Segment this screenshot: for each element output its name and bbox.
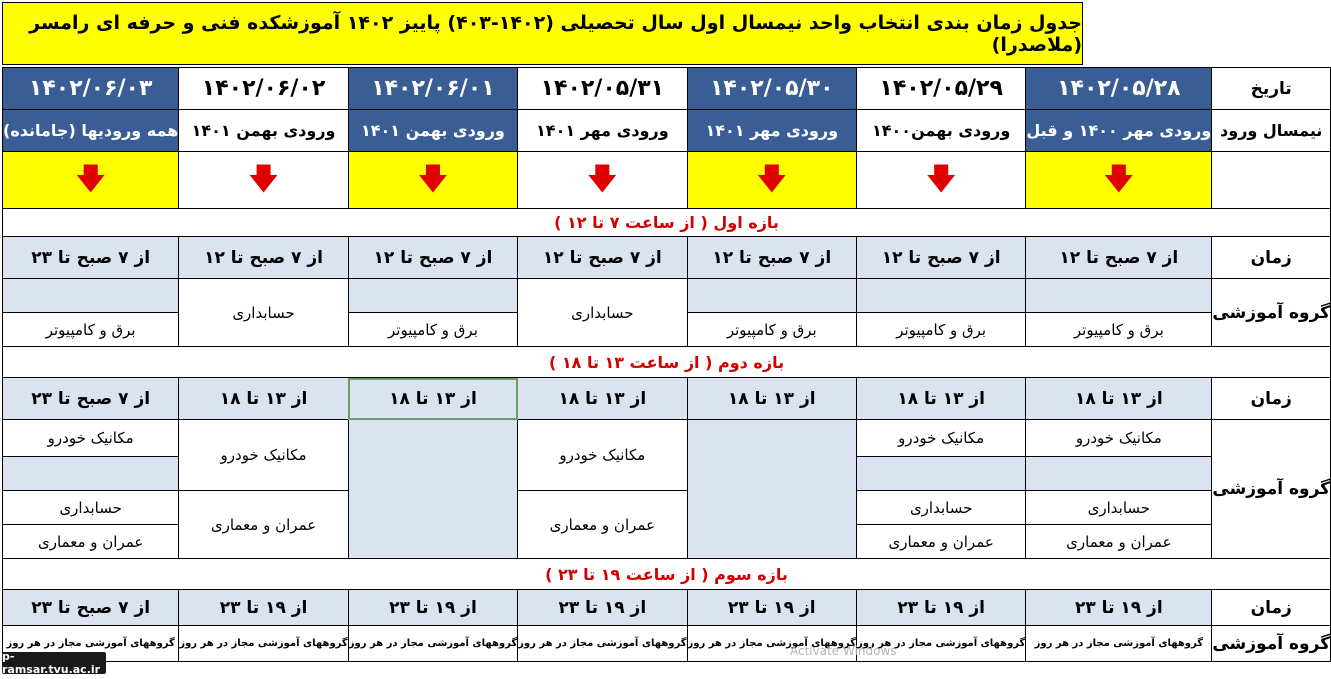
down-arrow-icon: 🡇	[1103, 162, 1135, 197]
date-cell: ۱۴۰۲/۰۵/۳۰	[687, 68, 856, 110]
group-cell: برق و کامپیوتر	[3, 313, 179, 347]
down-arrow-icon: 🡇	[586, 162, 618, 197]
group-cell: عمران و معماری	[1026, 525, 1212, 559]
entry-cell: ورودی بهمن ۱۴۰۱	[179, 110, 348, 152]
group-label: گروه آموزشی	[1212, 626, 1331, 662]
time-cell: از ۱۹ تا ۲۳	[856, 590, 1025, 626]
time-cell: از ۷ صبح تا ۲۳	[3, 590, 179, 626]
time-cell: از ۷ صبح تا ۱۲	[518, 237, 687, 279]
band-row	[3, 347, 1331, 378]
time-row	[3, 590, 1331, 626]
time-label: زمان	[1212, 378, 1331, 420]
date-cell: ۱۴۰۲/۰۵/۳۱	[518, 68, 687, 110]
time-label: زمان	[1212, 590, 1331, 626]
entry-cell: ورودی بهمن ۱۴۰۱	[348, 110, 517, 152]
time-cell: از ۱۹ تا ۲۳	[179, 590, 348, 626]
group-cell: برق و کامپیوتر	[1026, 313, 1212, 347]
group-cell: حسابداری	[3, 491, 179, 525]
group-cell: مکانیک خودرو	[3, 420, 179, 457]
time-cell: از ۷ صبح تا ۱۲	[179, 237, 348, 279]
entry-cell: ورودی مهر ۱۴۰۱	[518, 110, 687, 152]
empty-cell	[1212, 152, 1331, 209]
arrow-cell	[179, 152, 348, 209]
schedule-table	[2, 67, 1331, 662]
group-cell: مکانیک خودرو	[179, 420, 348, 491]
group-row	[3, 279, 1331, 313]
group-cell: برق و کامپیوتر	[348, 313, 517, 347]
down-arrow-icon: 🡇	[248, 162, 279, 197]
empty-cell	[348, 279, 517, 313]
arrow-cell	[518, 152, 687, 209]
arrow-cell	[3, 152, 179, 209]
group-cell: عمران و معماری	[179, 491, 348, 559]
empty-cell	[1026, 457, 1212, 491]
entry-cell: همه ورودیها (جامانده)	[3, 110, 179, 152]
activation-watermark: Activate Windows	[790, 644, 897, 658]
down-arrow-icon: 🡇	[75, 162, 107, 197]
group-cell: حسابداری	[856, 491, 1025, 525]
arrow-cell	[1026, 152, 1212, 209]
group-cell: گروههای آموزشی مجاز در هر روز	[856, 626, 1025, 662]
time-label: زمان	[1212, 237, 1331, 279]
entry-row	[3, 110, 1331, 152]
time-cell: از ۷ صبح تا ۲۳	[3, 237, 179, 279]
arrow-cell	[687, 152, 856, 209]
arrow-cell	[856, 152, 1025, 209]
band-title: بازه سوم ( از ساعت ۱۹ تا ۲۳ )	[3, 559, 1331, 590]
band-title: بازه اول ( از ساعت ۷ تا ۱۲ )	[3, 209, 1331, 237]
empty-cell	[3, 457, 179, 491]
group-cell: حسابداری	[518, 279, 687, 347]
empty-cell	[856, 279, 1025, 313]
time-cell: از ۱۹ تا ۲۳	[687, 590, 856, 626]
time-cell: از ۱۳ تا ۱۸	[687, 378, 856, 420]
date-cell: ۱۴۰۲/۰۵/۲۹	[856, 68, 1025, 110]
time-cell: از ۱۳ تا ۱۸	[856, 378, 1025, 420]
group-cell: عمران و معماری	[3, 525, 179, 559]
time-cell: از ۱۳ تا ۱۸	[348, 378, 517, 420]
band-row	[3, 559, 1331, 590]
entry-cell: ورودی مهر ۱۴۰۰ و قبل	[1026, 110, 1212, 152]
arrow-row	[3, 152, 1331, 209]
time-cell: از ۱۹ تا ۲۳	[518, 590, 687, 626]
date-cell: ۱۴۰۲/۰۶/۰۳	[3, 68, 179, 110]
time-cell: از ۷ صبح تا ۱۲	[348, 237, 517, 279]
empty-cell	[348, 420, 517, 559]
down-arrow-icon: 🡇	[756, 162, 788, 197]
group-cell: گروههای آموزشی مجاز در هر روز	[1026, 626, 1212, 662]
arrow-cell	[348, 152, 517, 209]
group-label: گروه آموزشی	[1212, 420, 1331, 559]
empty-cell	[856, 457, 1025, 491]
group-row	[3, 420, 1331, 457]
time-cell: از ۱۳ تا ۱۸	[179, 378, 348, 420]
group-cell: برق و کامپیوتر	[687, 313, 856, 347]
time-cell: از ۷ صبح تا ۱۲	[856, 237, 1025, 279]
empty-cell	[3, 279, 179, 313]
date-label: تاریخ	[1212, 68, 1331, 110]
date-cell: ۱۴۰۲/۰۶/۰۲	[179, 68, 348, 110]
group-cell: مکانیک خودرو	[856, 420, 1025, 457]
time-cell: از ۱۳ تا ۱۸	[518, 378, 687, 420]
group-cell: مکانیک خودرو	[1026, 420, 1212, 457]
entry-cell: ورودی بهمن۱۴۰۰	[856, 110, 1025, 152]
page-title: جدول زمان بندی انتخاب واحد نیمسال اول سال تحصیلی (۱۴۰۲-۴۰۳) پاییز ۱۴۰۲ آموزشکده فنی و حرفه ای رامسر (ملاصدرا)	[2, 2, 1083, 65]
down-arrow-icon: 🡇	[417, 162, 449, 197]
group-row	[3, 626, 1331, 662]
entry-label: نیمسال ورود	[1212, 110, 1331, 152]
group-row	[3, 491, 1331, 525]
group-cell: مکانیک خودرو	[518, 420, 687, 491]
group-cell: گروههای آموزشی مجاز در هر روز	[348, 626, 517, 662]
time-row	[3, 237, 1331, 279]
empty-cell	[687, 279, 856, 313]
group-cell: گروههای آموزشی مجاز در هر روز	[3, 626, 179, 662]
time-row	[3, 378, 1331, 420]
empty-cell	[687, 420, 856, 559]
group-cell: گروههای آموزشی مجاز در هر روز	[687, 626, 856, 662]
down-arrow-icon: 🡇	[925, 162, 957, 197]
band-title: بازه دوم ( از ساعت ۱۳ تا ۱۸ )	[3, 347, 1331, 378]
group-cell: عمران و معماری	[518, 491, 687, 559]
time-cell: از ۱۹ تا ۲۳	[348, 590, 517, 626]
group-label: گروه آموزشی	[1212, 279, 1331, 347]
time-cell: از ۱۳ تا ۱۸	[1026, 378, 1212, 420]
date-row	[3, 68, 1331, 110]
date-cell: ۱۴۰۲/۰۶/۰۱	[348, 68, 517, 110]
group-cell: حسابداری	[179, 279, 348, 347]
entry-cell: ورودی مهر ۱۴۰۱	[687, 110, 856, 152]
date-cell: ۱۴۰۲/۰۵/۲۸	[1026, 68, 1212, 110]
band-row	[3, 209, 1331, 237]
group-cell: گروههای آموزشی مجاز در هر روز	[179, 626, 348, 662]
empty-cell	[1026, 279, 1212, 313]
time-cell: از ۷ صبح تا ۱۲	[687, 237, 856, 279]
group-cell: حسابداری	[1026, 491, 1212, 525]
time-cell: از ۱۹ تا ۲۳	[1026, 590, 1212, 626]
site-logo: p-ramsar.tvu.ac.ir	[2, 652, 106, 674]
time-cell: از ۷ صبح تا ۱۲	[1026, 237, 1212, 279]
group-cell: برق و کامپیوتر	[856, 313, 1025, 347]
group-cell: گروههای آموزشی مجاز در هر روز	[518, 626, 687, 662]
time-cell: از ۷ صبح تا ۲۳	[3, 378, 179, 420]
group-cell: عمران و معماری	[856, 525, 1025, 559]
